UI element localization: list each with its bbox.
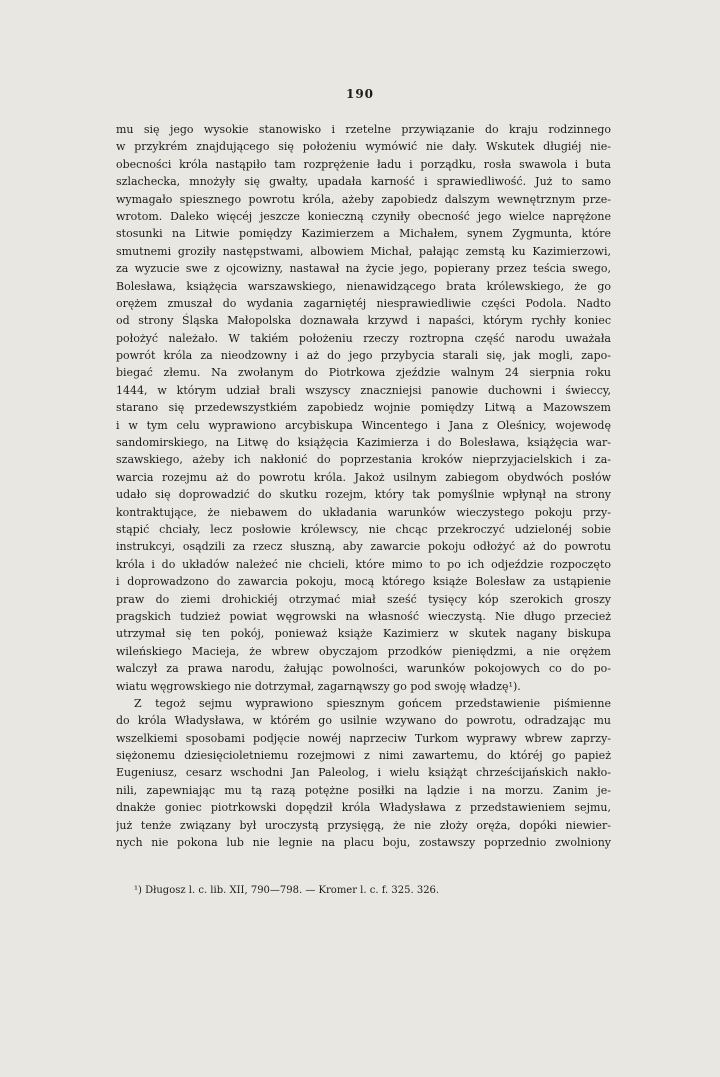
text-line: szawskiego, ażeby ich nakłonić do poprzestania kroków nieprzyjacielskich i za- <box>116 453 611 467</box>
text-line: walczył za prawa narodu, żałując powolności, warunków pokojowych co do po- <box>116 662 611 676</box>
page-number: 190 <box>345 87 375 101</box>
text-line: i doprowadzono do zawarcia pokoju, mocą którego książe Bolesław za ustąpienie <box>116 575 611 589</box>
text-line: orężem zmuszał do wydania zagarniętéj niesprawiedliwie części Podola. Nadto <box>116 296 611 310</box>
text-line: już tenże związany był uroczystą przysięgą, że nie złoży oręża, dopóki niewier- <box>116 818 611 832</box>
text-line: dnakże goniec piotrkowski dopędził króla Władysława z przedstawieniem sejmu, <box>116 801 611 815</box>
text-line: Eugeniusz, cesarz wschodni Jan Paleolog, i wielu książąt chrześcijańskich nakło- <box>116 766 611 780</box>
body-text <box>116 121 611 851</box>
text-line: stosunki na Litwie pomiędzy Kazimierzem a Michałem, synem Zygmunta, które <box>116 227 611 241</box>
text-line: Z tegoż sejmu wyprawiono spiesznym gońcem przedstawienie piśmienne <box>134 696 611 710</box>
text-line: położyć należało. W takiém położeniu rzeczy roztropna część narodu uważała <box>116 331 611 345</box>
text-line: pragskich tudzież powiat węgrowski na własność wieczystą. Nie długo przecież <box>116 609 611 623</box>
text-line: stąpić chciały, lecz posłowie królewscy, nie chcąc przekroczyć udzielonéj sobie <box>116 522 611 536</box>
text-line: praw do ziemi drohickiéj otrzymać miał sześć tysięcy kóp szerokich groszy <box>116 592 611 606</box>
text-line: instrukcyi, osądzili za rzecz słuszną, aby zawarcie pokoju odłożyć aż do powrotu <box>116 540 611 554</box>
text-line: króla i do układów należeć nie chcieli, które mimo to po ich odjeździe rozpoczęto <box>116 557 611 571</box>
text-line: nili, zapewniając mu tą razą potężne posiłki na lądzie i na morzu. Zanim je- <box>116 783 611 797</box>
text-line: od strony Śląska Małopolska doznawała krzywd i napaści, którym rychły koniec <box>116 314 611 328</box>
text-line: smutnemi groziły następstwami, albowiem Michał, pałając zemstą ku Kazimierzowi, <box>116 244 611 258</box>
text-line: Bolesława, książęcia warszawskiego, nienawidzącego brata królewskiego, że go <box>116 279 611 293</box>
text-line: wileńskiego Macieja, że wbrew obyczajom przodków pieniędzmi, a nie orężem <box>116 644 611 658</box>
footnote <box>116 884 611 898</box>
paragraph-1 <box>116 121 611 695</box>
text-line: wrotom. Daleko więcéj jeszcze konieczną czyniły obecność jego wielce naprężone <box>116 209 611 223</box>
paragraph-2 <box>116 695 611 852</box>
text-line: szlachecka, mnożyły się gwałty, upadała karność i sprawiedliwość. Już to samo <box>116 175 611 189</box>
text-line: wszelkiemi sposobami podjęcie nowéj naprzeciw Turkom wyprawy wbrew zaprzy- <box>116 731 611 745</box>
text-line: starano się przedewszystkiém zapobiedz wojnie pomiędzy Litwą a Mazowszem <box>116 401 611 415</box>
text-line: wymagało spiesznego powrotu króla, ażeby zapobiedz dalszym wewnętrznym prze- <box>116 192 611 206</box>
text-line: powrót króla za nieodzowny i aż do jego przybycia starali się, jak mogli, zapo- <box>116 349 611 363</box>
text-line: biegać złemu. Na zwołanym do Piotrkowa zjeździe walnym 24 sierpnia roku <box>116 366 611 380</box>
text-line: wiatu węgrowskiego nie dotrzymał, zagarnąwszy go pod swoję władzę¹). <box>116 679 521 693</box>
text-line: za wyzucie swe z ojcowizny, nastawał na życie jego, popierany przez teścia swego, <box>116 262 611 276</box>
text-line: kontraktujące, że niebawem do układania warunków wieczystego pokoju przy- <box>116 505 611 519</box>
text-line: obecności króla nastąpiło tam rozprężenie ładu i porządku, rosła swawola i buta <box>116 157 611 171</box>
text-line: w przykrém znajdującego się położeniu wymówić nie dały. Wskutek długiéj nie- <box>116 140 611 154</box>
text-line: siężonemu dziesięcioletniemu rozejmowi z nimi zawartemu, do któréj go papież <box>116 749 611 763</box>
text-line: sandomirskiego, na Litwę do książęcia Kazimierza i do Bolesława, książęcia war- <box>116 436 611 450</box>
text-line: udało się doprowadzić do skutku rozejm, który tak pomyślnie wpłynął na strony <box>116 488 611 502</box>
text-line: i w tym celu wyprawiono arcybiskupa Wincentego i Jana z Oleśnicy, wojewodę <box>116 418 611 432</box>
text-line: nych nie pokona lub nie legnie na placu boju, zostawszy poprzednio zwolniony <box>116 836 611 850</box>
text-line: warcia rozejmu aż do powrotu króla. Jakoż usilnym zabiegom obydwóch posłów <box>116 470 611 484</box>
text-line: 1444, w którym udział brali wszyscy znaczniejsi panowie duchowni i świeccy, <box>116 383 611 397</box>
text-line: mu się jego wysokie stanowisko i rzetelne przywiązanie do kraju rodzinnego <box>116 123 611 136</box>
footnote-text: ¹) Długosz l. c. lib. XII, 790—798. — Kromer l. c. f. 325. 326. <box>134 885 440 896</box>
text-line: do króla Władysława, w którém go usilnie wzywano do powrotu, odradzając mu <box>116 714 611 728</box>
text-line: utrzymał się ten pokój, ponieważ książe Kazimierz w skutek nagany biskupa <box>116 627 611 641</box>
